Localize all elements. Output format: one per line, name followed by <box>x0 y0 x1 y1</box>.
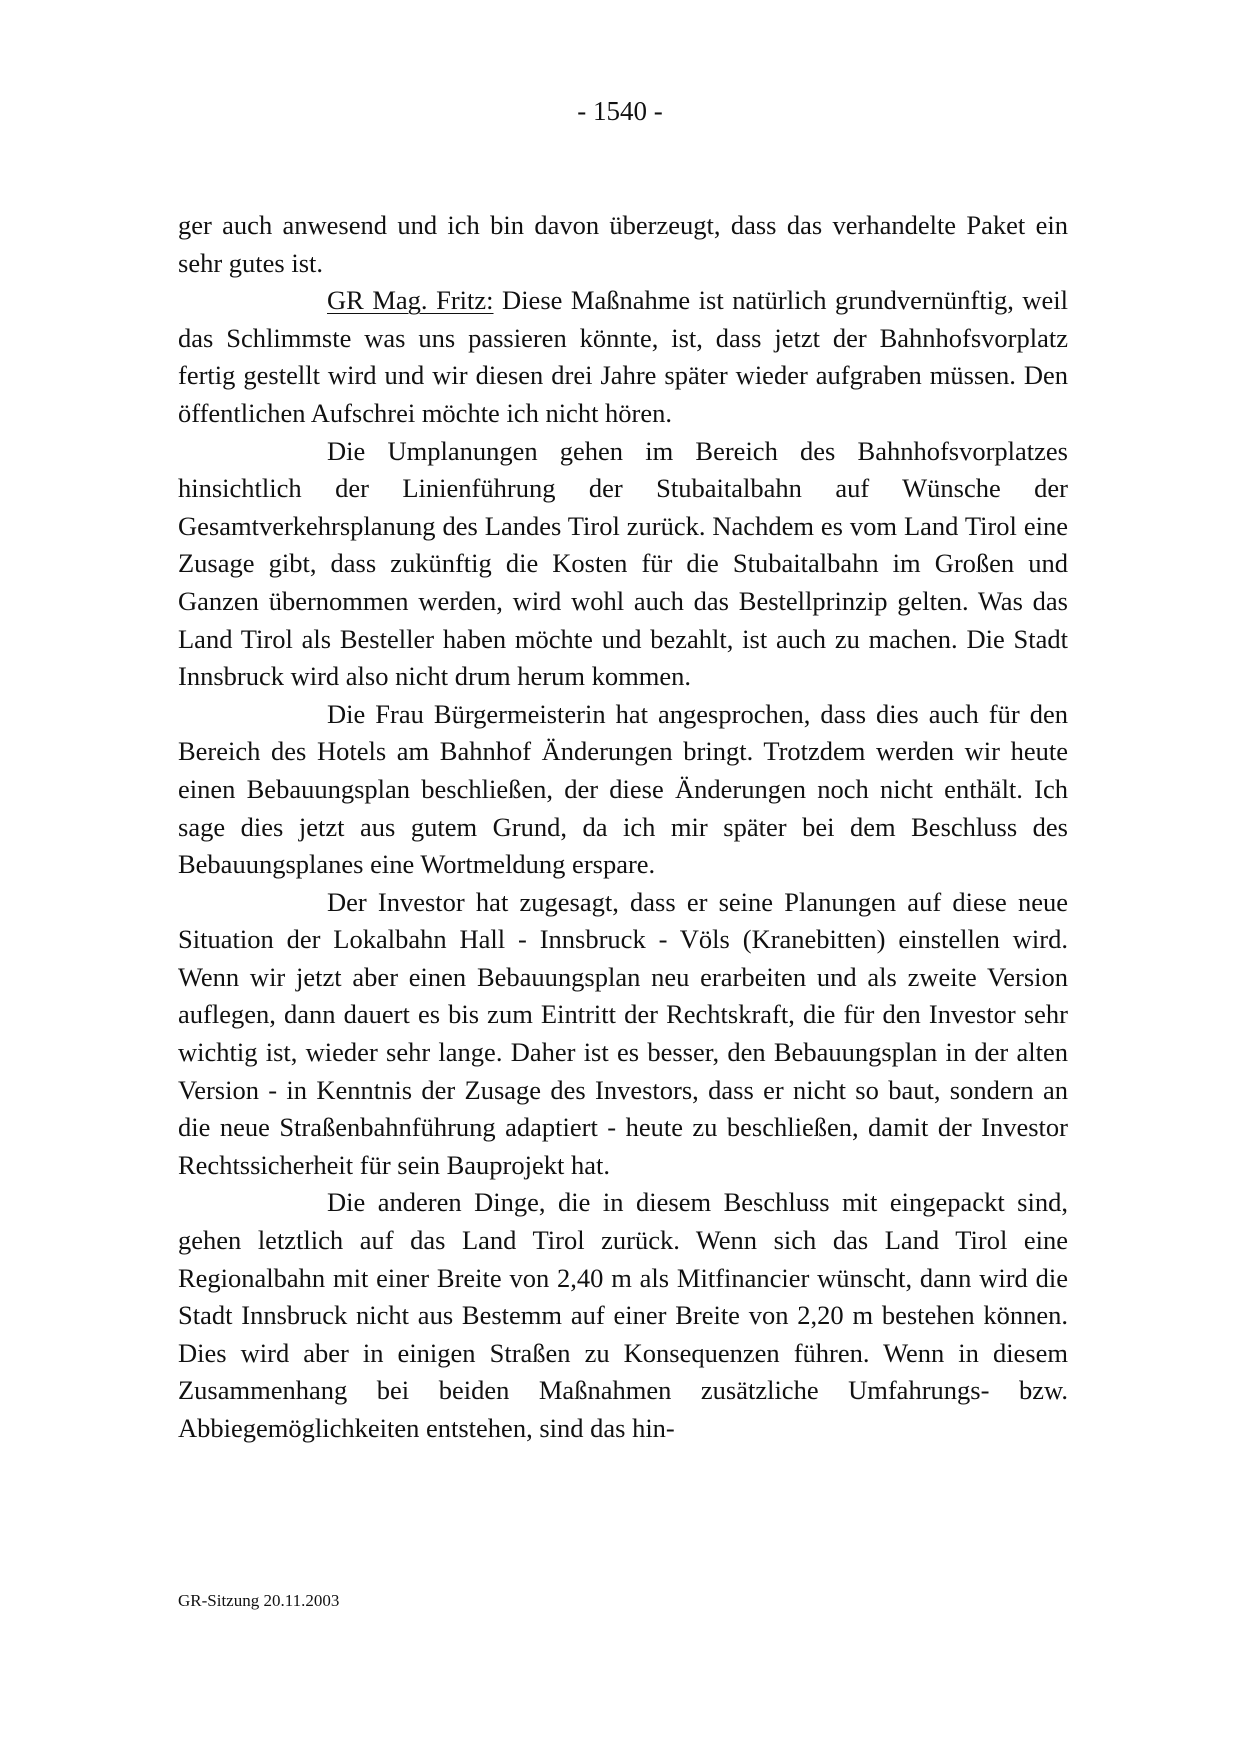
paragraph-text: ger auch anwesend und ich bin davon überzeugt, dass das verhandelte Paket ein sehr gutes ist. <box>178 210 1068 278</box>
footer-session-date: GR-Sitzung 20.11.2003 <box>178 1591 340 1610</box>
paragraph-speaker-fritz <box>178 282 1068 432</box>
paragraph-text: Die Frau Bürgermeisterin hat angesprochen, dass dies auch für den Bereich des Hotels am Bahnhof Änderungen bringt. Trotzdem werden wir heute einen Bebauungsplan beschließen, der diese Änderungen noch nicht enthält. Ich sage dies jetzt aus gutem Grund, da ich mir später bei dem Beschluss des Bebauungsplanes eine Wortmeldung erspare. <box>178 698 1068 880</box>
paragraph <box>178 884 1068 1185</box>
page-number: - 1540 - <box>577 96 663 126</box>
paragraph-text: Die Umplanungen gehen im Bereich des Bahnhofsvorplatzes hinsichtlich der Linienführung der Stubaitalbahn auf Wünsche der Gesamtverkehrsplanung des Landes Tirol zurück. Nachdem es vom Land Tirol eine Zusage gibt, dass zukünftig die Kosten für die Stubaitalbahn im Großen und Ganzen übernommen werden, wird wohl auch das Bestellprinzip gelten. Was das Land Tirol als Besteller haben möchte und bezahlt, ist auch zu machen. Die Stadt Innsbruck wird also nicht drum herum kommen. <box>178 435 1068 692</box>
speaker-label: GR Mag. Fritz: <box>327 285 494 316</box>
paragraph-continuation <box>178 207 1068 282</box>
document-body <box>178 207 1068 1448</box>
paragraph-text: Der Investor hat zugesagt, dass er seine Planungen auf diese neue Situation der Lokalbahn Hall - Innsbruck - Völs (Kranebitten) einstellen wird. Wenn wir jetzt aber einen Bebauungsplan neu erarbeiten und als zweite Version auflegen, dann dauert es bis zum Eintritt der Rechtskraft, die für den Investor sehr wichtig ist, wieder sehr lange. Daher ist es besser, den Bebauungsplan in der alten Version - in Kenntnis der Zusage des Investors, dass er nicht so baut, sondern an die neue Straßenbahnführung adaptiert - heute zu beschließen, damit der Investor Rechtssicherheit für sein Bauprojekt hat. <box>178 886 1068 1180</box>
paragraph-text: Die anderen Dinge, die in diesem Beschluss mit eingepackt sind, gehen letztlich auf das Land Tirol zurück. Wenn sich das Land Tirol eine Regionalbahn mit einer Breite von 2,40 m als Mitfinancier wünscht, dann wird die Stadt Innsbruck nicht aus Bestemm auf einer Breite von 2,20 m bestehen können. Dies wird aber in einigen Straßen zu Konsequenzen führen. Wenn in diesem Zusammenhang bei beiden Maßnahmen zusätzliche Umfahrungs- bzw. Abbiegemöglichkeiten entstehen, sind das hin- <box>178 1187 1068 1443</box>
paragraph <box>178 696 1068 884</box>
paragraph <box>178 433 1068 696</box>
paragraph <box>178 1184 1068 1447</box>
paragraph-text: Diese Maßnahme ist natürlich grundvernünftig, weil das Schlimmste was uns passieren könnte, ist, dass jetzt der Bahnhofsvorplatz fertig gestellt wird und wir diesen drei Jahre später wieder aufgraben müssen. Den öffentlichen Aufschrei möchte ich nicht hören. <box>178 285 1068 428</box>
